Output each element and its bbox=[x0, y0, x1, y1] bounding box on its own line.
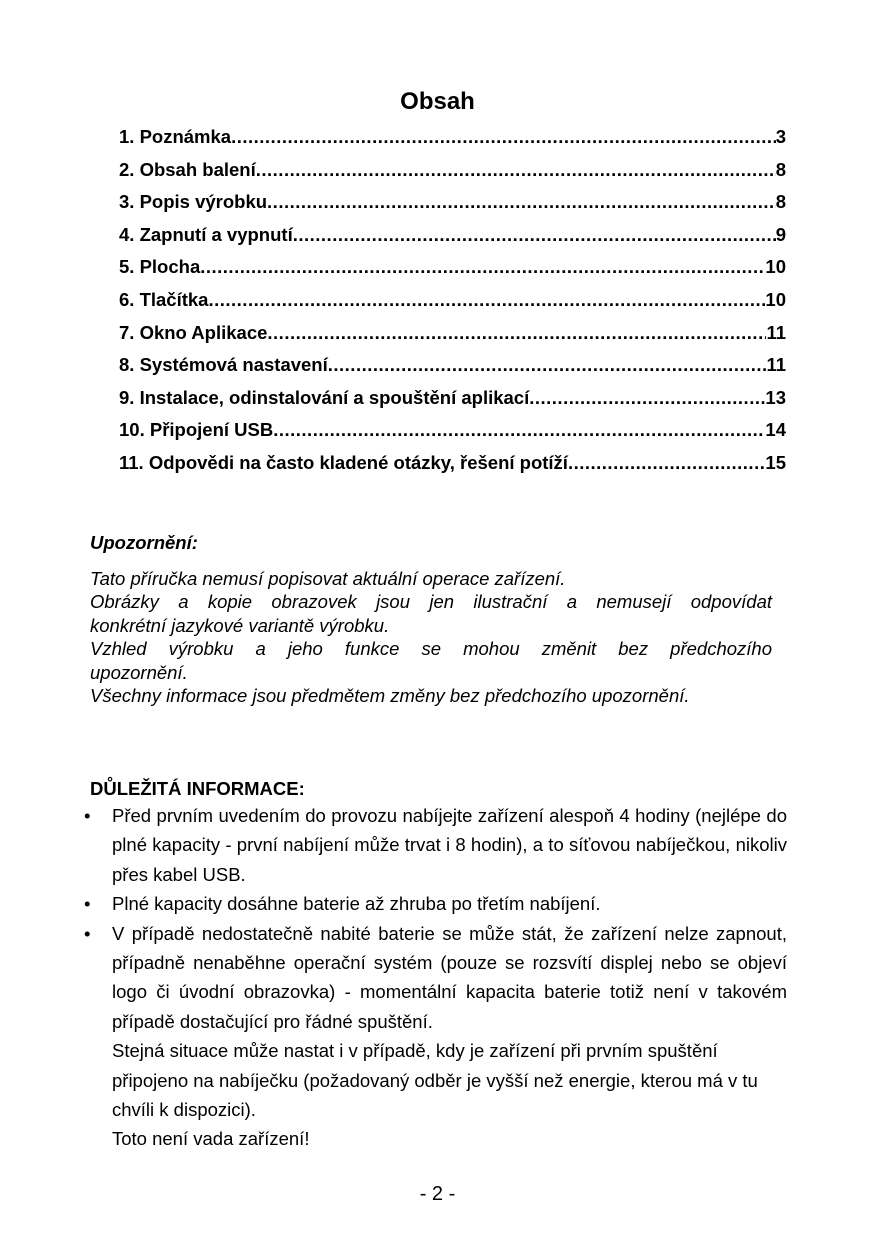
toc-entry-label: 4. Zapnutí a vypnutí bbox=[119, 223, 293, 245]
toc-entry-label: 2. Obsah balení bbox=[119, 158, 256, 180]
toc-entry-page: 13 bbox=[765, 386, 786, 408]
toc-entry-page: 14 bbox=[765, 419, 786, 441]
toc-entry bbox=[119, 286, 786, 319]
toc-leader-dots bbox=[256, 156, 776, 184]
notice-line: Tato příručka nemusí popisovat aktuální operace zařízení. bbox=[90, 568, 566, 589]
toc-entry-label: 5. Plocha bbox=[119, 256, 201, 278]
list-item bbox=[84, 919, 787, 1154]
toc-leader-dots bbox=[267, 319, 766, 347]
notice-line: konkrétní jazykové variantě výrobku. bbox=[90, 614, 390, 636]
notice-line: Všechny informace jsou předmětem změny bez předchozího upozornění. bbox=[90, 685, 690, 707]
important-info-list bbox=[84, 801, 787, 1154]
toc-entry-page: 9 bbox=[775, 223, 786, 245]
toc-entry-page: 8 bbox=[775, 191, 786, 213]
notice-line: Obrázky a kopie obrazovek jsou jen ilustrační a nemusejí odpovídat bbox=[90, 591, 772, 613]
list-item-text: Plné kapacity dosáhne baterie až zhruba po třetím nabíjení. bbox=[112, 893, 601, 915]
toc-leader-dots bbox=[200, 253, 765, 281]
list-item-text: V případě nedostatečně nabité baterie se může stát, že zařízení nelze zapnout, případně nenaběhne operační systém (pouze se rozsvítí displej nebo se objeví logo či úvodní obrazovka) - momentální kapacita baterie totiž není v takovém případě dostačující pro řádné spuštění. bbox=[112, 922, 787, 1032]
toc-leader-dots bbox=[208, 286, 765, 314]
toc-entry-page: 10 bbox=[765, 256, 786, 278]
toc-leader-dots bbox=[568, 449, 765, 477]
page-number: - 2 - bbox=[419, 1183, 456, 1205]
important-info-title: DŮLEŽITÁ INFORMACE: bbox=[90, 778, 305, 799]
list-item-paragraph: Toto není vada zařízení! bbox=[112, 1128, 310, 1150]
toc-entry bbox=[119, 449, 786, 482]
notice-text bbox=[90, 567, 772, 707]
notice-title: Upozornění: bbox=[90, 532, 198, 553]
list-item-text: Před prvním uvedením do provozu nabíjejte zařízení alespoň 4 hodiny (nejlépe do plné kapacity - první nabíjení může trvat i 8 hodin), a to síťovou nabíječkou, nikoliv přes kabel USB. bbox=[112, 805, 787, 885]
toc-title: Obsah bbox=[400, 88, 475, 115]
toc-entry bbox=[119, 319, 786, 352]
toc-leader-dots bbox=[529, 384, 765, 412]
toc-entry-label: 6. Tlačítka bbox=[119, 288, 209, 310]
toc-entry bbox=[119, 253, 786, 286]
toc-entry bbox=[119, 384, 786, 417]
toc-leader-dots bbox=[273, 416, 765, 444]
toc-entry-label: 9. Instalace, odinstalování a spouštění aplikací bbox=[119, 386, 530, 408]
bullet-icon: • bbox=[84, 922, 91, 944]
toc-entry-page: 11 bbox=[766, 354, 786, 376]
toc-entry-label: 10. Připojení USB bbox=[119, 419, 274, 441]
toc-entry-label: 1. Poznámka bbox=[119, 126, 232, 147]
toc-entry bbox=[119, 188, 786, 221]
toc-entry-page: 11 bbox=[766, 321, 786, 343]
toc-entry-page: 15 bbox=[765, 451, 786, 473]
toc-entry bbox=[119, 123, 786, 156]
list-item bbox=[84, 801, 787, 889]
toc-entry-label: 8. Systémová nastavení bbox=[119, 354, 328, 376]
list-item-paragraph: Stejná situace může nastat i v případě, kdy je zařízení při prvním spuštění připojeno na nabíječku (požadovaný odběr je vyšší než energie, kterou má v tu chvíli k dispozici). bbox=[112, 1040, 758, 1121]
toc-leader-dots bbox=[267, 188, 776, 216]
toc-leader-dots bbox=[293, 221, 776, 249]
toc-entry-label: 3. Popis výrobku bbox=[119, 191, 268, 213]
toc-entry-label: 11. Odpovědi na často kladené otázky, řešení potíží bbox=[119, 451, 568, 473]
bullet-icon: • bbox=[84, 805, 91, 826]
toc-entry bbox=[119, 221, 786, 254]
toc-entry-label: 7. Okno Aplikace bbox=[119, 321, 268, 343]
list-item bbox=[84, 889, 787, 918]
toc-entry-page: 3 bbox=[775, 126, 786, 147]
toc-entry bbox=[119, 351, 786, 384]
table-of-contents bbox=[119, 123, 786, 482]
toc-entry bbox=[119, 416, 786, 449]
toc-leader-dots bbox=[231, 123, 776, 151]
toc-leader-dots bbox=[328, 351, 767, 379]
toc-entry bbox=[119, 156, 786, 189]
toc-entry-page: 10 bbox=[765, 288, 786, 310]
notice-line: upozornění. bbox=[90, 661, 188, 683]
notice-line: Vzhled výrobku a jeho funkce se mohou změnit bez předchozího bbox=[90, 638, 772, 660]
bullet-icon: • bbox=[84, 893, 91, 915]
toc-entry-page: 8 bbox=[775, 158, 786, 180]
